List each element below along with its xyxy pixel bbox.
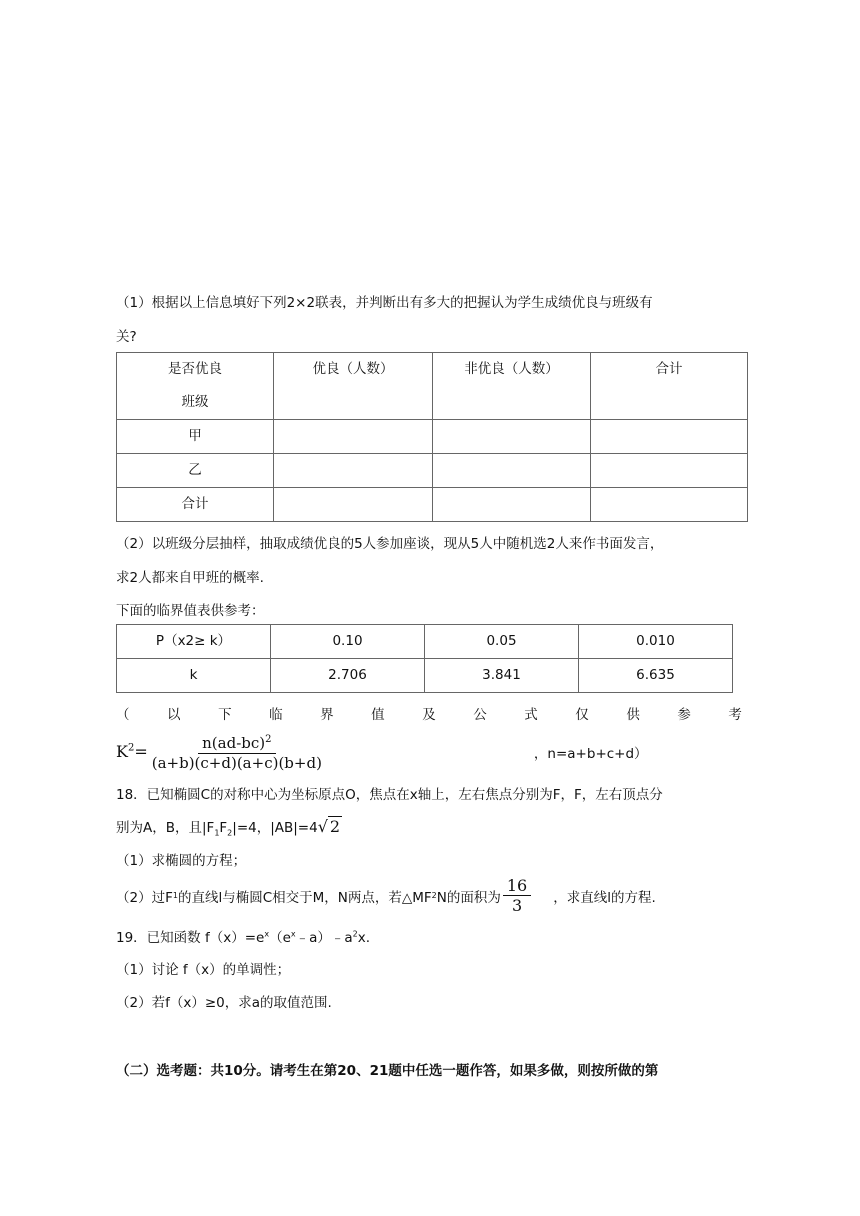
column-header: 非优良（人数） <box>433 353 591 420</box>
formula-intro: （ 以 下 临 界 值 及 公 式 仅 供 参 考 <box>116 707 742 723</box>
table-row <box>117 625 733 659</box>
q18-line1: 18．已知椭圆C的对称中心为坐标原点O，焦点在x轴上，左右焦点分别为F，F，左右顶点分 <box>116 787 663 803</box>
table-cell: 6.635 <box>579 659 733 693</box>
part2-line1: （2）以班级分层抽样，抽取成绩优良的5人参加座谈，现从5人中随机选2人来作书面发言， <box>116 536 664 552</box>
table-cell <box>274 454 433 488</box>
critical-value-table <box>116 624 733 693</box>
header-top: 是否优良 <box>168 361 222 377</box>
table-row <box>117 353 748 420</box>
table-cell <box>274 488 433 522</box>
part2-line3: 下面的临界值表供参考： <box>116 603 265 619</box>
table-cell <box>591 420 748 454</box>
table-row <box>117 454 748 488</box>
table-cell <box>591 454 748 488</box>
table-cell: 2.706 <box>271 659 425 693</box>
column-header: 优良（人数） <box>274 353 433 420</box>
part1-line2: 关? <box>116 329 137 345</box>
q19-line1: 19．已知函数 $f(x)=e^x(e^x﹣a)﹣a^2x$. <box>116 929 371 946</box>
section-heading: （二）选考题：共10分。请考生在第20、21题中任选一题作答，如果多做，则按所做的第 <box>116 1063 659 1079</box>
formula-tail: ，n=a+b+c+d） <box>533 745 648 762</box>
table-cell: 3.841 <box>425 659 579 693</box>
table-cell: P（x2≥ k） <box>117 625 271 659</box>
q19-sub2: （2）若f（x）≥0，求a的取值范围. <box>116 995 332 1011</box>
contingency-table <box>116 352 748 522</box>
table-row <box>117 488 748 522</box>
area-fraction: $\frac{16}{3}$ <box>503 876 531 915</box>
sqrt-symbol: √ 2 <box>317 817 341 836</box>
table-cell <box>274 420 433 454</box>
table-cell: k <box>117 659 271 693</box>
row-label: 合计 <box>117 488 274 522</box>
q18-sub1: （1）求椭圆的方程； <box>116 853 247 869</box>
q18-sub2: （2）过F 1 的直线l与椭圆C相交于M，N两点，若△MF 2 N的面积为 $\frac{16}{3}$ ，求直线l的方程. <box>116 876 656 915</box>
header-cell <box>117 353 274 420</box>
table-row <box>117 420 748 454</box>
table-cell <box>433 420 591 454</box>
row-label: 甲 <box>117 420 274 454</box>
table-cell: 0.05 <box>425 625 579 659</box>
row-label: 乙 <box>117 454 274 488</box>
q19-sub1: （1）讨论 f（x）的单调性； <box>116 962 291 978</box>
part2-line2: 求2人都来自甲班的概率. <box>116 570 264 586</box>
table-cell <box>433 454 591 488</box>
formula-fraction: $\frac{n(ad-bc)^2}{(a+b)(c+d)(a+c)(b+d)}$ <box>148 730 326 773</box>
table-cell: 0.10 <box>271 625 425 659</box>
chi-square-formula: $K^2=$ $\frac{n(ad-bc)^2}{(a+b)(c+d)(a+c)(b+d)}$ ，n=a+b+c+d） <box>116 730 648 773</box>
table-cell: 0.010 <box>579 625 733 659</box>
part1-line1: （1）根据以上信息填好下列2×2联表，并判断出有多大的把握认为学生成绩优良与班级有 <box>116 295 653 311</box>
table-cell <box>591 488 748 522</box>
column-header: 合计 <box>591 353 748 420</box>
header-bottom: 班级 <box>181 394 209 410</box>
q18-line2: 别为A，B，且$|F_1F_2|=4$，|AB|=4√ 2 <box>116 817 341 838</box>
table-cell <box>433 488 591 522</box>
table-row <box>117 659 733 693</box>
